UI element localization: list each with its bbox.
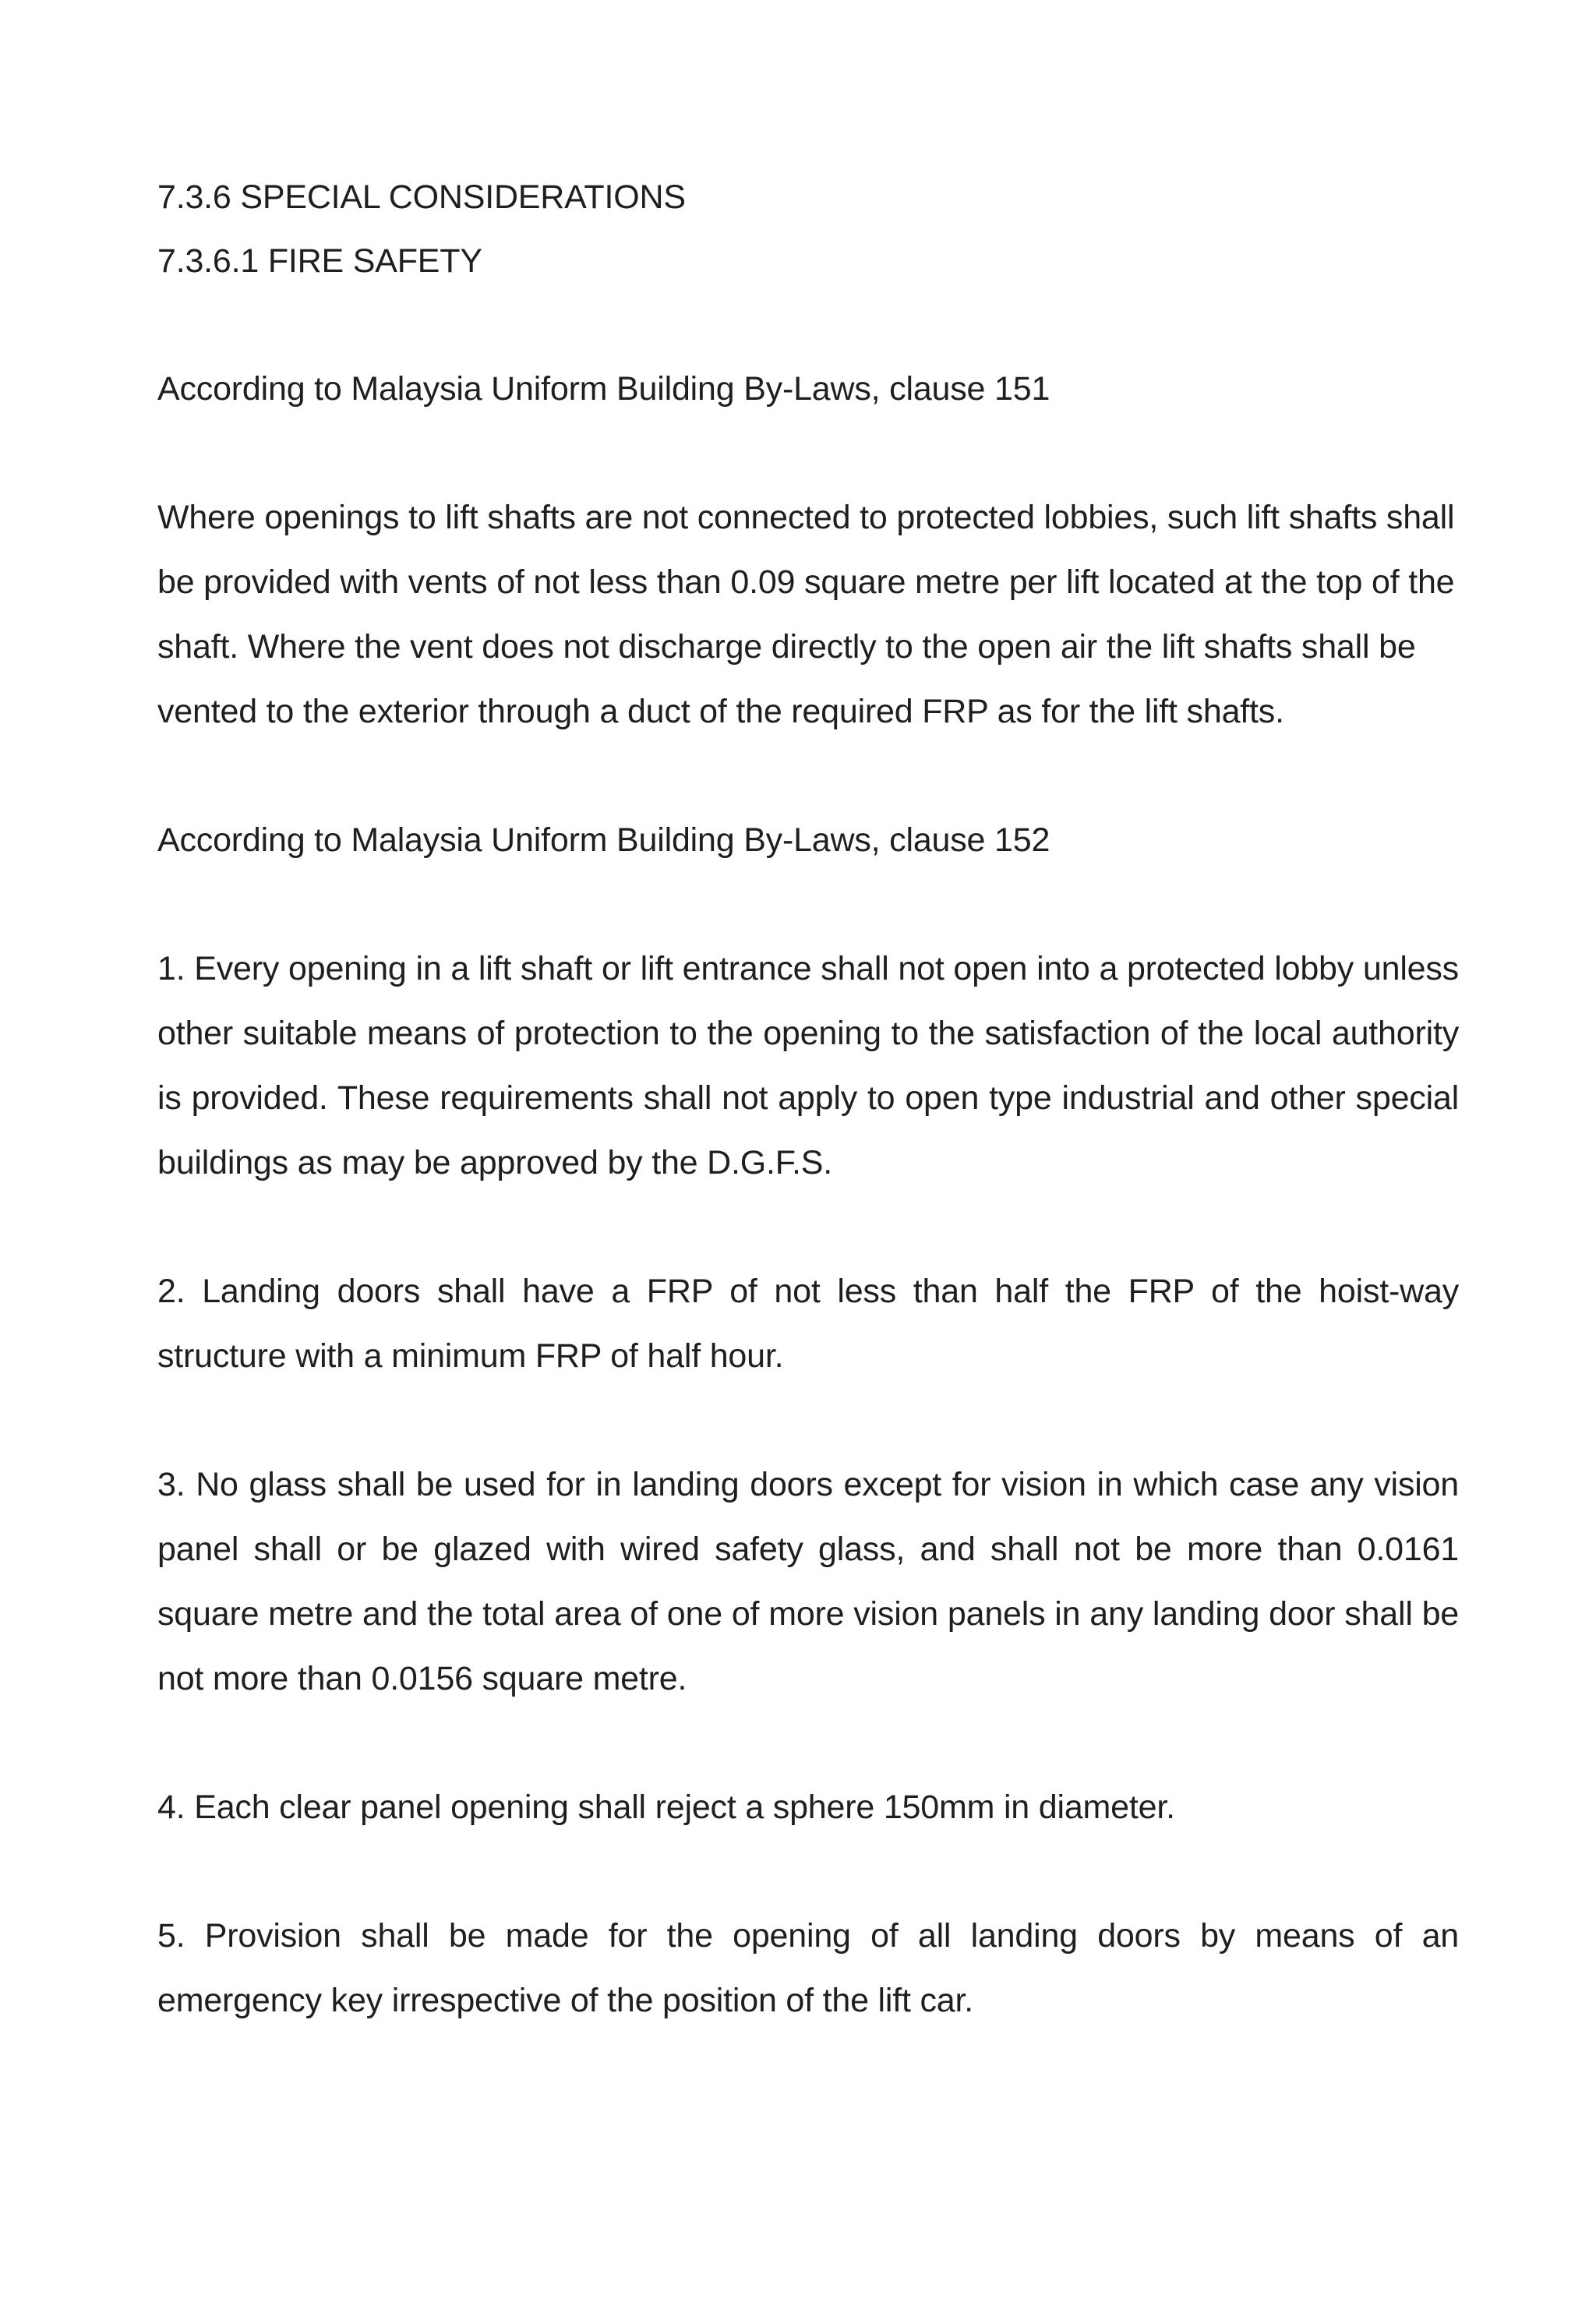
spacer [157,873,1459,937]
clause-151-text: Where openings to lift shafts are not connected to protected lobbies, such lift shafts shall be provided with vents of not less than 0.09 square metre per lift located at the top of the shaft. Where the vent does not discharge directly to the open air the lift shafts shall be vented to the exterior through a duct of the required FRP as for the lift shafts. [157,499,1455,730]
clause-151-intro: According to Malaysia Uniform Building By-Laws, clause 151 [157,370,1050,408]
clause-152-intro: According to Malaysia Uniform Building By-Laws, clause 152 [157,821,1050,859]
clause-152-item-1: 1. Every opening in a lift shaft or lift entrance shall not open into a protected lobby unless other suitable means of protection to the opening to the satisfaction of the local authority is provided. These requirements shall not apply to open type industrial and other special buildings as may be approved by the D.G.F.S. [157,950,1459,1181]
spacer [157,1389,1459,1453]
spacer [157,422,1459,486]
section-heading: 7.3.6 SPECIAL CONSIDERATIONS [157,178,686,216]
clause-152-item-3: 3. No glass shall be used for in landing doors except for vision in which case any vision panel shall or be glazed with wired safety glass, and shall not be more than 0.0161 square metre and the total area of one of more vision panels in any landing door shall be not more than 0.0156 square metre. [157,1466,1459,1697]
clause-152-item-5: 5. Provision shall be made for the opening of all landing doors by means of an emergency key irrespective of the position of the lift car. [157,1917,1459,2019]
spacer [157,1711,1459,1775]
clause-152-item-4: 4. Each clear panel opening shall reject a sphere 150mm in diameter. [157,1789,1175,1826]
spacer [157,1195,1459,1259]
spacer [157,293,1459,357]
spacer [157,744,1459,808]
subsection-heading: 7.3.6.1 FIRE SAFETY [157,242,482,280]
clause-152-item-2: 2. Landing doors shall have a FRP of not less than half the FRP of the hoist-way structure with a minimum FRP of half hour. [157,1273,1459,1375]
document-page [157,165,1459,2033]
spacer [157,1840,1459,1904]
